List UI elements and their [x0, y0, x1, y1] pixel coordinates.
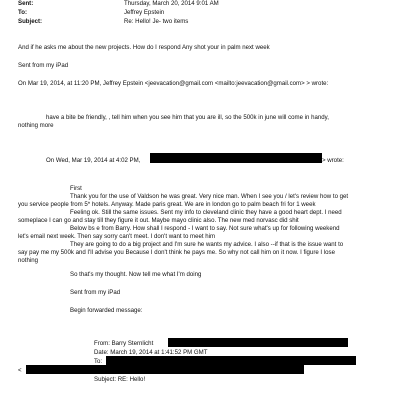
para-line-i: nothing [18, 257, 38, 264]
para-first: First [70, 185, 82, 192]
para-line-d: someplace I can go and stay till they figure it out. Maybe mayo clinic also. The new med norvasc did shit [18, 217, 299, 224]
para-line-j: So that's my thought. Now tell me what I'm doing [70, 271, 202, 278]
redaction-bar [150, 153, 322, 163]
para-line-h: say pay me my 500k and I'll advise you Because I don't think he pays me. So why not call him on it now. I figure I lose [18, 249, 335, 256]
sent-label: Sent: [18, 0, 34, 7]
redaction-bar [26, 365, 304, 374]
subject-value: Re: Hello! Je- two items [124, 18, 189, 25]
begin-forwarded: Begin forwarded message: [70, 307, 143, 314]
fwd-to: To: [94, 358, 103, 365]
fwd-from: From: Barry Sternlicht [94, 340, 154, 347]
fwd-lt: < [18, 367, 22, 374]
redaction-bar [168, 338, 348, 347]
sent-value: Thursday, March 20, 2014 9:01 AM [124, 0, 219, 7]
para-line-b: you service people from 5* hotels. Anyway. Made paris great. We are in london go to palm beach fri for 1 week [18, 201, 316, 208]
redaction-bar [106, 356, 356, 365]
para-line-g: They are going to do a big project and I'm sure he wants my advice. I also --if that is the issue want to [70, 241, 344, 248]
body-line-1: And if he asks me about the new projects. How do I respond Any shot your in palm next week [18, 44, 270, 51]
quoted-header-2-suffix: > wrote: [322, 157, 344, 164]
quote-1-line-a: have a bite be friendly, , tell him when you see him that you are ill, so the 500k in june will come in handy, [46, 114, 329, 121]
to-value: Jeffrey Epstein [124, 9, 165, 16]
to-label: To: [18, 9, 28, 16]
para-line-c: Feeling ok. Still the same issues. Sent my info to cleveland clinic they have a good heart dept. I need [70, 209, 342, 216]
quoted-header-2-prefix: On Wed, Mar 19, 2014 at 4:02 PM, [46, 157, 141, 164]
para-line-e: Below bs e from Barry. How shall I respond - I want to say. Not sure what's up for following weekend [70, 225, 340, 232]
subject-label: Subject: [18, 18, 43, 25]
para-line-a: Thank you for the use of Valdson he was great. Very nice man. When I see you / let's review how to get [70, 193, 349, 200]
fwd-date: Date: March 19, 2014 at 1:41:52 PM GMT [94, 349, 208, 356]
quoted-header-1: On Mar 19, 2014, at 11:20 PM, Jeffrey Epstein <jeevacation@gmail.com <mailto:jeevacation@gmail.com> > wrote: [18, 80, 329, 87]
sent-from-ipad-2: Sent from my iPad [70, 289, 121, 296]
fwd-subject: Subject: RE: Hello! [94, 376, 146, 383]
sent-from-ipad-1: Sent from my iPad [18, 62, 69, 69]
quote-1-line-b: nothing more [18, 122, 54, 129]
para-line-f: let's email next week. Then say sorry can't meet. I don't want to meet him [18, 233, 216, 240]
